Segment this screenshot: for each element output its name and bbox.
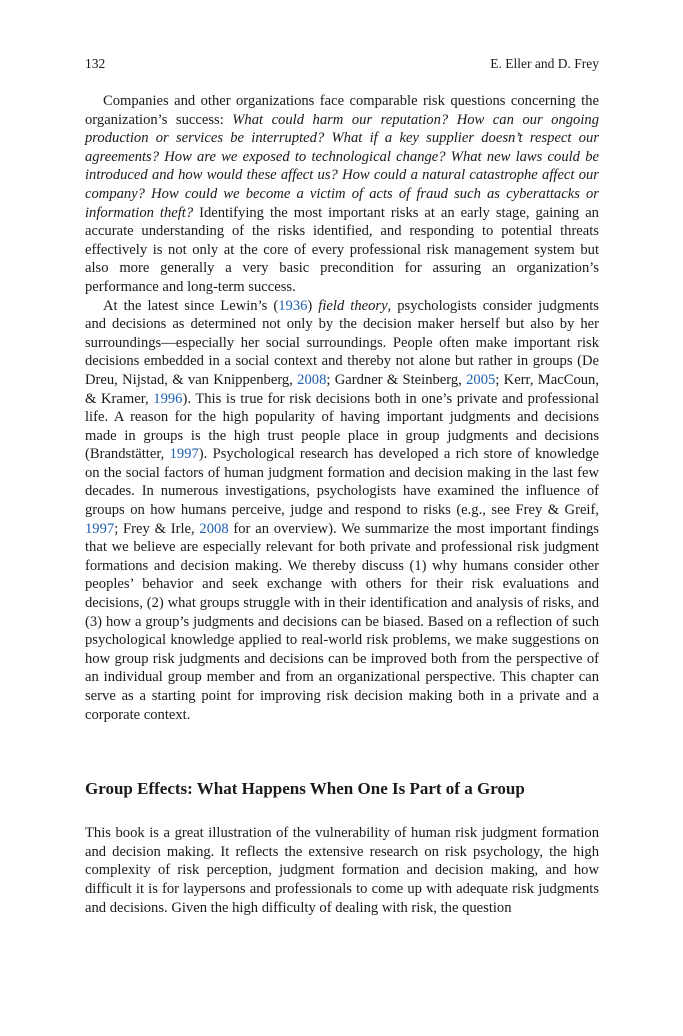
paragraph-1 [85,92,599,297]
citation-link-frey-irle-2008[interactable]: 2008 [199,520,229,537]
body-text [85,92,599,917]
running-header [85,54,599,74]
page-number: 132 [85,56,106,71]
p2-text-1: At the latest since Lewin’s ( [103,297,279,314]
p2-text-3: , psychologists consider judgments and decisions as determined not only by the decision maker herself but also by her surroundings—especially her social surroundings. People often make important risk decisions embedded in a social context and thereby not alone but rather in groups (De Dreu, Nijstad, & van Knippenberg, [85,297,599,388]
p2-text-4: ; Gardner & Steinberg, [326,371,467,388]
section-heading: Group Effects: What Happens When One Is Part of a Group [85,779,525,799]
p2-field-theory: field theory [318,297,388,314]
p1-text-1: Companies and other organizations face comparable risk questions concerning the organization’s success: [85,93,599,128]
p1-risk-questions: What could harm our reputation? How can our ongoing production or services be interrupted? What if a key supplier doesn’t respect our agreements? How are we exposed to technological change? What new laws could be introduced and how would these affect us? How could a natural catastrophe affect our company? How could we become a victim of acts of fraud such as cyberattacks or information theft? [85,111,600,221]
p2-text-9: for an overview). We summarize the most important findings that we believe are especially relevant for both private and professional risk judgment formations and decision making. We thereby discuss (1) why humans consider other peoples’ behavior and seek exchange with others for their risk evaluations and decisions, (2) what groups struggle with in their identification and analysis of risks, and (3) how a group’s judgments and decisions can be biased. Based on a reflection of such psychological knowledge applied to real-world risk problems, we make suggestions on how group risk judgments and decisions can be improved both from the perspective of an individual group member and from an organizational perspective. This chapter can serve as a starting point for improving risk decision making both in a private and a corporate context. [85,520,599,723]
citation-link-brandstatter-1997[interactable]: 1997 [169,446,199,463]
p2-text-2: ) [307,297,319,314]
p1-text-2: Identifying the most important risks at an early stage, gaining an accurate understanding of the risks identified, and responding to potential threats effectively is not only at the core of every professional risk management system but also more generally a very basic precondition for assuring an organization’s performance and long-term success. [85,204,599,295]
citation-link-frey-greif-1997[interactable]: 1997 [85,520,115,537]
paragraph-2 [85,297,599,725]
citation-link-gardner-2005[interactable]: 2005 [466,371,496,388]
running-authors: E. Eller and D. Frey [490,56,599,71]
p2-text-7: ). Psychological research has developed a rich store of knowledge on the social factors of human judgment formation and decision making in the last few decades. In numerous investigations, psychologists have examined the influence of groups on how humans perceive, judge and respond to risks (e.g., see Frey & Greif, [85,446,599,519]
p2-text-8: ; Frey & Irle, [114,520,200,537]
p2-text-6: ). This is true for risk decisions both in one’s private and professional life. A reason for the high popularity of having important judgments and decisions made in groups is the high trust people place in group judgments and decisions (Brandstätter, [85,390,599,463]
paragraph-3 [85,824,599,917]
citation-link-de-dreu-2008[interactable]: 2008 [297,371,327,388]
citation-link-lewin-1936[interactable]: 1936 [278,297,308,314]
p2-text-5: ; Kerr, MacCoun, & Kramer, [85,371,599,407]
citation-link-kerr-1996[interactable]: 1996 [153,390,183,407]
p3-text-1: This book is a great illustration of the vulnerability of human risk judgment formation and decision making. It reflects the extensive research on risk psychology, the high complexity of risk perception, judgment formation and decision making, and how difficult it is for laypersons and professionals to come up with adequate risk judgments and decisions. Given the high difficulty of dealing with risk, the question [85,825,599,916]
